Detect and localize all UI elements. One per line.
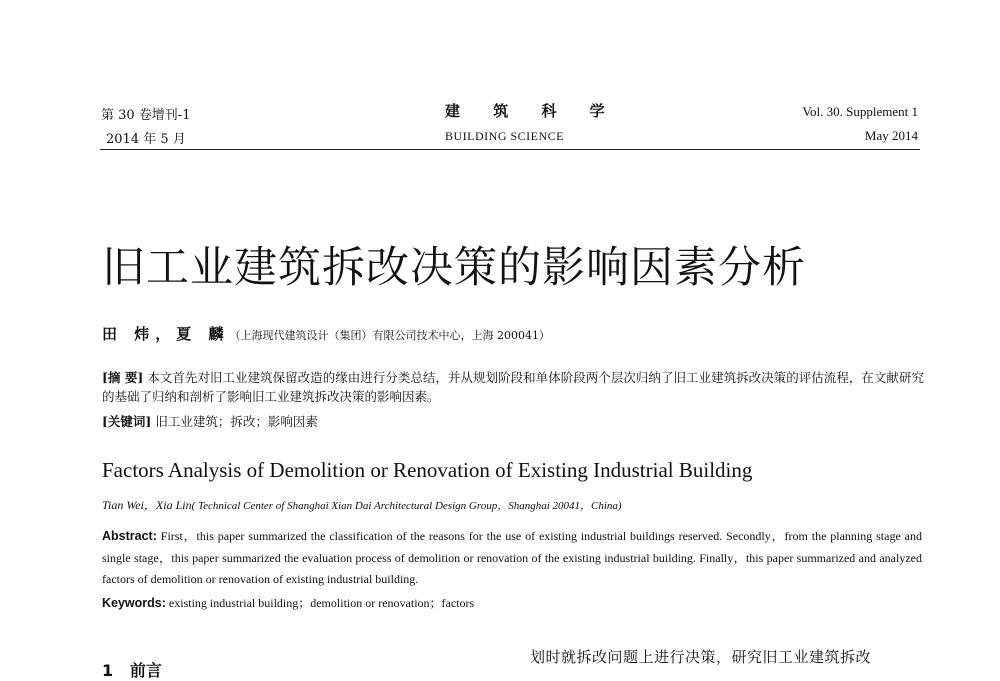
keywords-cn — [102, 412, 924, 431]
keywords-cn-text: 旧工业建筑；拆改；影响因素 — [155, 414, 318, 429]
affiliation-en: ( Technical Center of Shanghai Xian Dai Architectural Design Group，Shanghai 20041，China) — [191, 500, 622, 512]
affiliation-cn: （上海现代建筑设计（集团）有限公司技术中心，上海 200041） — [229, 329, 550, 342]
section-title: 前言 — [129, 661, 162, 680]
abstract-en-text: First，this paper summarized the classification of the reasons for the use of existing industrial buildings reserved. Secondly，from the planning stage and single stage，this paper summarized the evaluation process of demolition or renovation of the existing industrial building. Finally，this paper summarized and analyzed factors of demolition or renovation of existing industrial building. — [102, 529, 923, 586]
date-en: May 2014 — [864, 128, 918, 143]
section-heading — [102, 658, 162, 681]
header-rule — [100, 149, 920, 150]
keywords-en — [102, 593, 922, 615]
abstract-cn-label: [摘 要] — [102, 370, 144, 385]
volume-en: Vol. 30. Supplement 1 — [802, 104, 918, 119]
abstract-en-label: Abstract: — [102, 529, 157, 543]
abstract-cn — [102, 368, 924, 406]
page-title-cn: 旧工业建筑拆改决策的影响因素分析 — [102, 243, 806, 293]
keywords-cn-label: [关键词] — [102, 414, 152, 429]
volume-cn: 第 30 卷增刊-1 — [101, 108, 191, 123]
author-names-cn: 田 炜，夏 麟 — [102, 325, 230, 343]
page-title-en: Factors Analysis of Demolition or Renovation of Existing Industrial Building — [102, 458, 753, 482]
journal-title-cn: 建 筑 科 学 — [445, 102, 619, 120]
author-names-en: Tian Wei，Xia Lin — [102, 498, 192, 512]
authors-en — [102, 496, 622, 513]
keywords-en-text: existing industrial building；demolition or renovation；factors — [168, 596, 475, 610]
body-text-right: 划时就拆改问题上进行决策，研究旧工业建筑拆改 — [530, 648, 872, 666]
keywords-en-label: Keywords: — [102, 596, 166, 610]
date-cn: 2014 年 5 月 — [106, 132, 186, 147]
abstract-cn-text: 本文首先对旧工业建筑保留改造的缘由进行分类总结，并从规划阶段和单体阶段两个层次归纳了旧工业建筑拆改决策的评估流程，在文献研究的基础了归纳和剖析了影响旧工业建筑拆改决策的影响因素。 — [102, 370, 924, 404]
section-number: 1 — [102, 661, 114, 680]
authors-cn — [102, 323, 550, 344]
journal-title-en: BUILDING SCIENCE — [445, 129, 564, 143]
abstract-en — [102, 526, 922, 591]
